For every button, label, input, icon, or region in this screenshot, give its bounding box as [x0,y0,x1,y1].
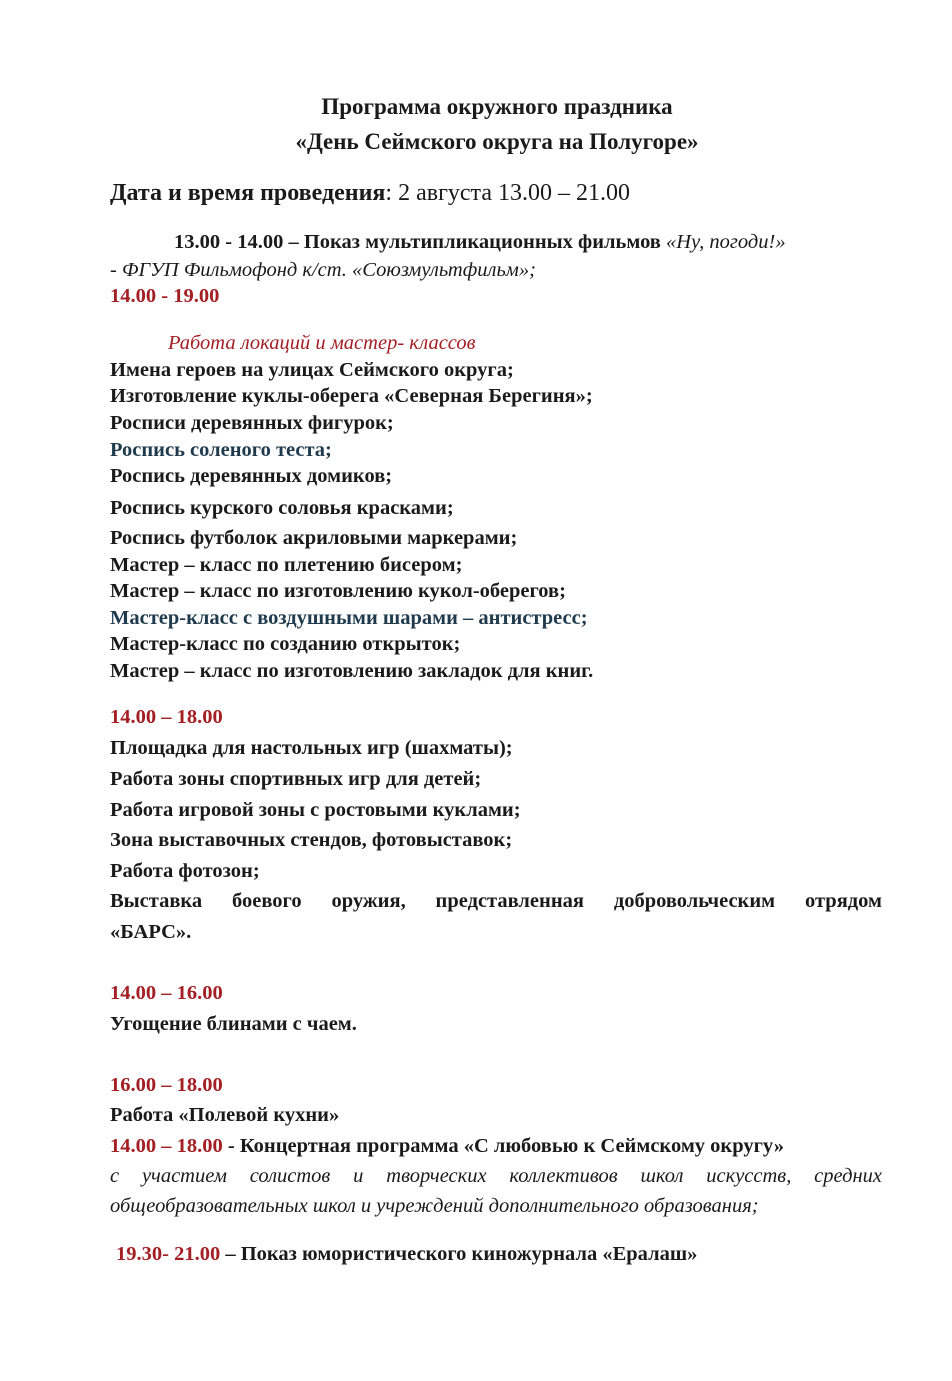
block3-time: 14.00 – 18.00 [110,706,223,728]
block6-text: - Концертная программа «С любовью к Сеймскому округу» [222,1135,784,1157]
block3-exhibit-line-2: «БАРС». [110,921,192,943]
block6-line [110,1133,784,1159]
block3-item: Площадка для настольных игр (шахматы); [110,737,513,759]
block2-item: Мастер-класс с воздушными шарами – антистресс; [110,607,588,629]
block7-text: – Показ юмористического киножурнала «Ералаш» [220,1243,698,1265]
block6-desc-line-2: общеобразовательных школ и учреждений дополнительного образования; [110,1195,759,1217]
block7-time: 19.30- 21.00 [116,1243,221,1265]
block4-text: Угощение блинами с чаем. [110,1013,357,1035]
block6-desc-line-1: с участием солистов и творческих коллективов школ искусств, средних [110,1165,882,1187]
block2-time: 14.00 - 19.00 [110,285,220,307]
block2-item: Мастер – класс по плетению бисером; [110,554,463,576]
block2-item: Роспись соленого теста; [110,439,332,461]
date-value: 2 августа 13.00 – 21.00 [392,180,630,206]
block3-item: Работа зоны спортивных игр для детей; [110,768,482,790]
block1-film: «Ну, погоди!» [666,231,786,253]
block2-item: Роспись курского соловья красками; [110,497,454,519]
block3-item: Работа игровой зоны с ростовыми куклами; [110,799,521,821]
block1-source: - ФГУП Фильмофонд к/ст. «Союзмультфильм»; [110,259,536,281]
block7-line [116,1241,697,1267]
block3-item: Зона выставочных стендов, фотовыставок; [110,829,513,851]
block2-item: Мастер – класс по изготовлению закладок для книг. [110,660,594,682]
block4-time: 14.00 – 16.00 [110,982,223,1004]
block2-item: Изготовление куклы-оберега «Северная Берегиня»; [110,385,593,407]
block2-item: Росписи деревянных фигурок; [110,412,394,434]
block3-exhibit-line-1: Выставка боевого оружия, представленная добровольческим отрядом [110,890,882,912]
block2-item: Имена героев на улицах Сеймского округа; [110,359,514,381]
block1-text: – Показ мультипликационных фильмов [283,231,667,253]
date-line [110,180,630,206]
block3-item: Работа фотозон; [110,860,260,882]
block1-line [174,229,786,255]
block5-time: 16.00 – 18.00 [110,1074,223,1096]
date-label: Дата и время проведения [110,180,386,206]
block1-time: 13.00 - 14.00 [174,231,284,253]
block2-subtitle: Работа локаций и мастер- классов [168,332,476,354]
title-line-1: Программа окружного праздника [321,94,673,119]
block2-item: Мастер-класс по созданию открыток; [110,633,461,655]
block6-time: 14.00 – 18.00 [110,1135,223,1157]
block2-item: Роспись футболок акриловыми маркерами; [110,527,518,549]
title-line-2: «День Сеймского округа на Полугоре» [295,129,699,154]
date-colon: : [385,180,393,206]
block2-item: Мастер – класс по изготовлению кукол-оберегов; [110,580,566,602]
block2-item: Роспись деревянных домиков; [110,465,393,487]
block5-text: Работа «Полевой кухни» [110,1104,340,1126]
